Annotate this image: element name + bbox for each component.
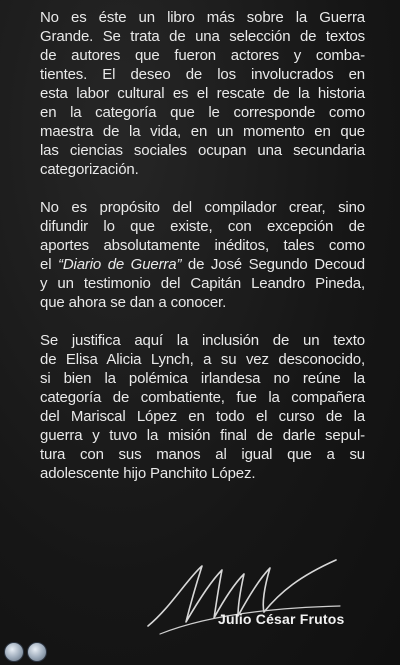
text-line: si bien la polémica irlandesa no reúne la (40, 370, 365, 387)
paragraph-1 (40, 8, 365, 179)
text-line: aportes absolutamente inéditos, tales como (40, 237, 365, 254)
text-line: guerra y tuvo la misión final de darle sepul- (40, 427, 365, 444)
text-line: difundir lo que existe, con excepción de (40, 218, 365, 235)
text-line: que ahora se dan a conocer. (40, 294, 227, 311)
text-line: y un testimonio del Capitán Leandro Pineda, (40, 275, 365, 292)
cover-text (40, 8, 365, 502)
text-line: tientes. El deseo de los involucrados en (40, 66, 365, 83)
seal-icon (27, 642, 47, 662)
text-line: esta labor cultural es el rescate de la historia (40, 85, 365, 102)
text-line: Se justifica aquí la inclusión de un texto (40, 332, 365, 349)
text-line: tura con sus manos al igual que a su (40, 446, 365, 463)
publisher-badges (4, 642, 47, 662)
book-title: “Diario de Guerra” (57, 256, 182, 273)
text-line-with-title (40, 255, 365, 274)
text-line: de Elisa Alicia Lynch, a su vez desconocido, (40, 351, 365, 368)
seal-icon (4, 642, 24, 662)
text-line: Grande. Se trata de una selección de textos (40, 28, 365, 45)
text-line: categoría de combatiente, fue la compañera (40, 389, 365, 406)
paragraph-2 (40, 198, 365, 312)
author-name: Julio César Frutos (218, 611, 345, 627)
text-line: adolescente hijo Panchito López. (40, 465, 256, 482)
text-line: las ciencias sociales ocupan una secundaria (40, 142, 365, 159)
text-line: maestra de la vida, en un momento en que (40, 123, 365, 140)
text-line: del Mariscal López en todo el curso de la (40, 408, 365, 425)
text-fragment: de José Segundo Decoud (181, 256, 365, 273)
text-line: No es propósito del compilador crear, sino (40, 199, 365, 216)
paragraph-3 (40, 331, 365, 483)
text-fragment: el (40, 256, 58, 273)
text-line: de autores que fueron actores y comba- (40, 47, 365, 64)
text-line: en la categoría que le corresponde como (40, 104, 365, 121)
text-line: categorización. (40, 161, 139, 178)
text-line: No es éste un libro más sobre la Guerra (40, 9, 365, 26)
